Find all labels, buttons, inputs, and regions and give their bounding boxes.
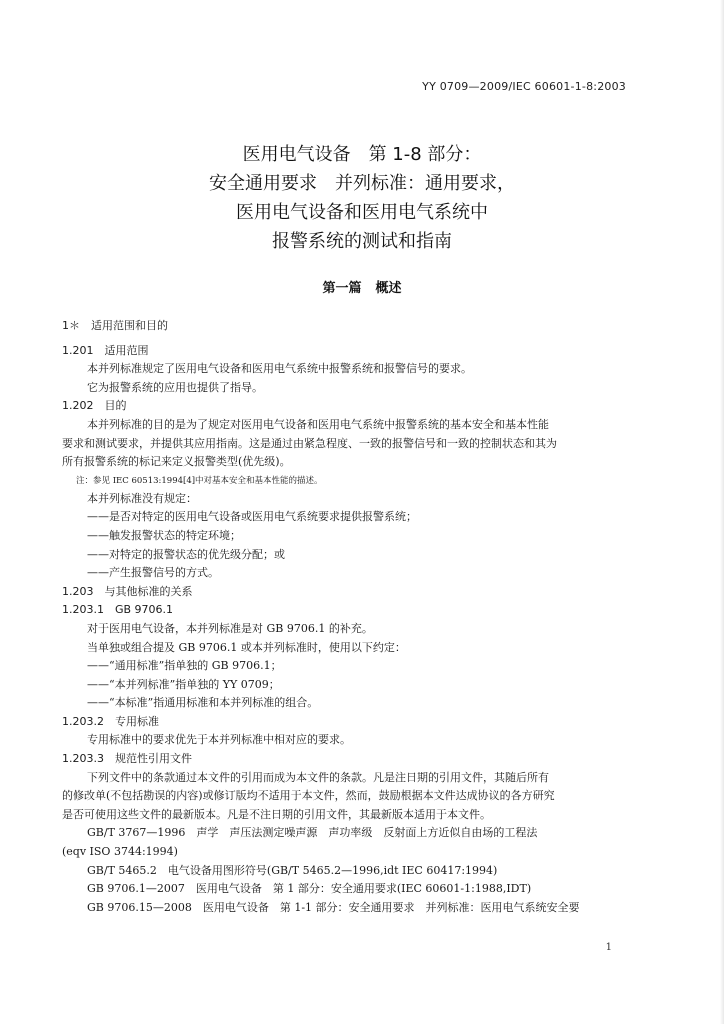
- document-code: YY 0709—2009/IEC 60601-1-8:2003: [422, 80, 626, 93]
- paragraph: 本并列标准没有规定：: [87, 491, 197, 505]
- paragraph: 所有报警系统的标记来定义报警类型(优先级)。: [62, 455, 291, 469]
- part-label: 第一篇: [322, 281, 362, 296]
- part-heading: [0, 277, 724, 296]
- list-item: ——对特定的报警状态的优先级分配；或: [87, 547, 285, 561]
- paragraph: 本并列标准的目的是为了规定对医用电气设备和医用电气系统中报警系统的基本安全和基本性能: [87, 417, 549, 431]
- list-item: ——产生报警信号的方式。: [87, 566, 219, 580]
- paragraph: 要求和测试要求，并提供其应用指南。这是通过由紧急程度、一致的报警信号和一致的控制状态和其为: [62, 436, 557, 450]
- title-line: 医用电气设备和医用电气系统中: [236, 202, 488, 223]
- title-line: 医用电气设备 第 1-8 部分：: [242, 144, 482, 165]
- part-name: 概述: [375, 281, 402, 296]
- section-heading-1-203-2: 1.203.2 专用标准: [62, 714, 159, 728]
- paragraph: 是否可使用这些文件的最新版本。凡是不注日期的引用文件，其最新版本适用于本文件。: [62, 807, 491, 821]
- section-heading-1-203: 1.203 与其他标准的关系: [62, 584, 193, 598]
- section-heading-1-203-1: 1.203.1 GB 9706.1: [62, 603, 174, 617]
- list-item: ——“通用标准”指单独的 GB 9706.1；: [87, 659, 282, 673]
- paragraph: 当单独或组合提及 GB 9706.1 或本并列标准时，使用以下约定：: [87, 640, 406, 654]
- reference-entry-continued: (eqv ISO 3744:1994): [62, 845, 178, 859]
- list-item: ——触发报警状态的特定环境；: [87, 528, 241, 542]
- title-line: 安全通用要求 并列标准：通用要求，: [209, 173, 515, 194]
- paragraph: 专用标准中的要求优先于本并列标准中相对应的要求。: [87, 733, 351, 747]
- section-heading-1-202: 1.202 目的: [62, 399, 127, 413]
- page-number: 1: [605, 942, 612, 953]
- body-text: [62, 317, 636, 917]
- scan-edge: [720, 0, 724, 1024]
- list-item: ——“本标准”指通用标准和本并列标准的组合。: [87, 696, 319, 710]
- section-heading-1: 1＊ 适用范围和目的: [62, 319, 168, 332]
- list-item: ——是否对特定的医用电气设备或医用电气系统要求提供报警系统；: [87, 510, 417, 524]
- section-heading-1-203-3: 1.203.3 规范性引用文件: [62, 752, 192, 766]
- title-line: 报警系统的测试和指南: [272, 231, 452, 252]
- reference-entry: GB 9706.15—2008 医用电气设备 第 1-1 部分：安全通用要求 并列标准：医用电气系统安全要: [87, 900, 580, 914]
- paragraph: 本并列标准规定了医用电气设备和医用电气系统中报警系统和报警信号的要求。: [87, 362, 472, 376]
- note: 注：参见 IEC 60513:1994[4]中对基本安全和基本性能的描述。: [76, 475, 323, 486]
- section-heading-1-201: 1.201 适用范围: [62, 343, 149, 357]
- paragraph: 的修改单(不包括勘误的内容)或修订版均不适用于本文件，然而，鼓励根据本文件达成协议的各方研究: [62, 789, 555, 803]
- list-item: ——“本并列标准”指单独的 YY 0709；: [87, 677, 280, 691]
- reference-entry: GB 9706.1—2007 医用电气设备 第 1 部分：安全通用要求(IEC 60601-1:1988,IDT): [87, 882, 532, 896]
- reference-entry: GB/T 5465.2 电气设备用图形符号(GB/T 5465.2—1996,idt IEC 60417:1994): [87, 863, 498, 877]
- document-title: [0, 140, 724, 256]
- paragraph: 下列文件中的条款通过本文件的引用而成为本文件的条款。凡是注日期的引用文件，其随后所有: [87, 770, 549, 784]
- reference-entry: GB/T 3767—1996 声学 声压法测定噪声源 声功率级 反射面上方近似自由场的工程法: [87, 826, 538, 840]
- paragraph: 它为报警系统的应用也提供了指导。: [87, 380, 263, 394]
- paragraph: 对于医用电气设备，本并列标准是对 GB 9706.1 的补充。: [87, 621, 373, 635]
